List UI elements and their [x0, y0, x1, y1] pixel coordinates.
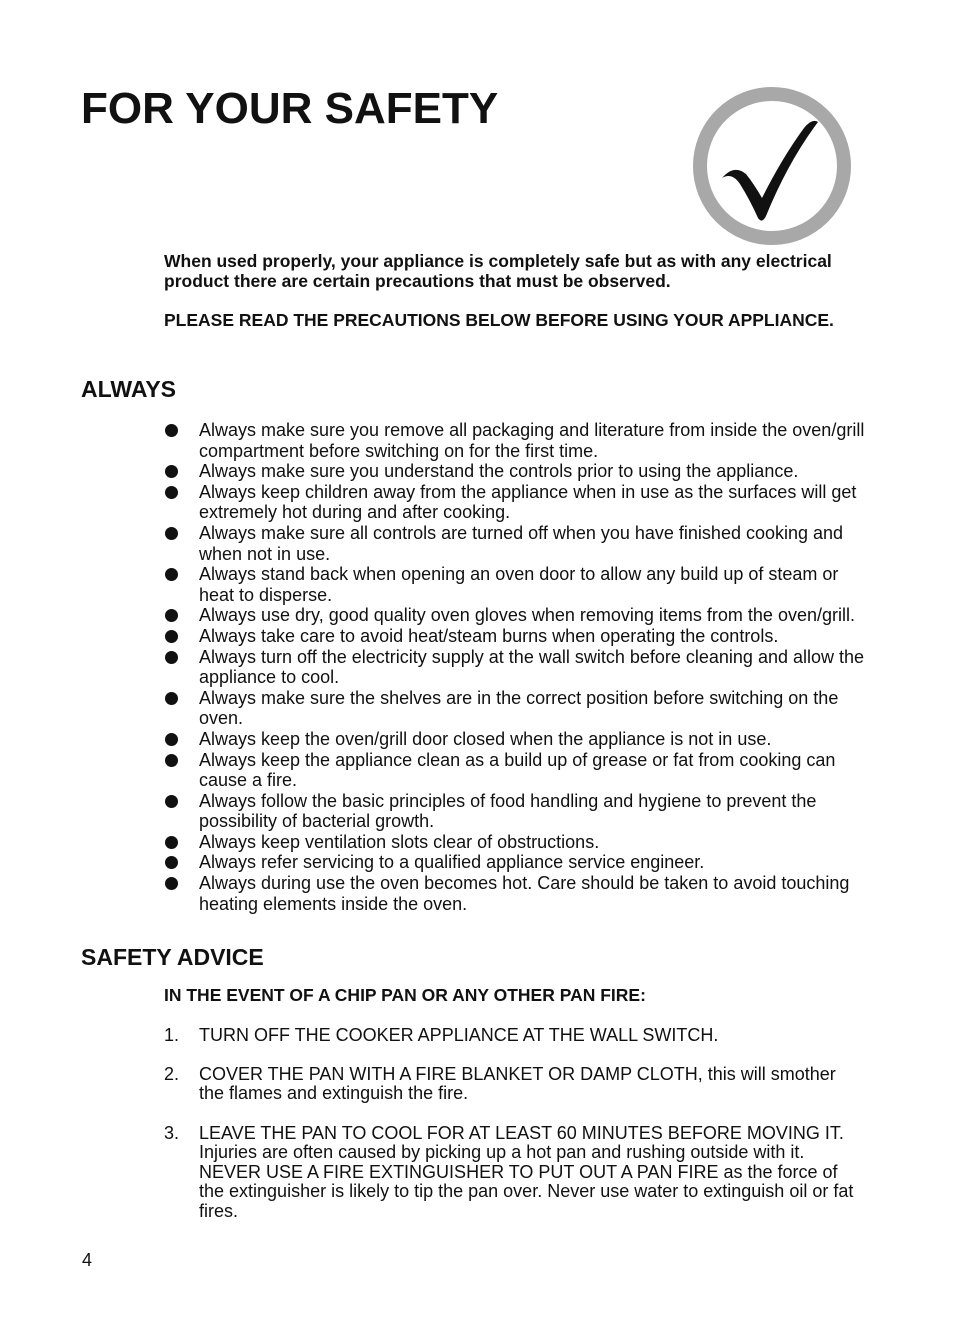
list-item [164, 461, 876, 482]
list-item [164, 688, 876, 729]
list-item-text: Always keep the appliance clean as a build up of grease or fat from cooking can cause a fire. [199, 749, 836, 791]
step-item [164, 1026, 864, 1046]
step-text: TURN OFF THE COOKER APPLIANCE AT THE WALL SWITCH. [199, 1024, 719, 1045]
list-item-text: Always turn off the electricity supply at the wall switch before cleaning and allow the appliance to cool. [199, 646, 865, 688]
list-item [164, 791, 876, 832]
intro-paragraph: When used properly, your appliance is completely safe but as with any electrical product there are certain precautions that must be observed. [164, 251, 832, 291]
checkmark-ring [700, 94, 844, 238]
list-item [164, 482, 876, 523]
list-item-text: Always make sure you remove all packaging and literature from inside the oven/grill compartment before switching on for the first time. [199, 420, 865, 461]
list-item-text: Always take care to avoid heat/steam burns when operating the controls. [199, 625, 779, 646]
step-number: 2. [164, 1063, 180, 1084]
step-warning: NEVER USE A FIRE EXTINGUISHER TO PUT OUT A PAN FIRE as the force of the extinguisher is likely to tip the pan over. Never use water to extinguish oil or fat fires. [199, 1161, 854, 1221]
step-number: 1. [164, 1024, 180, 1045]
list-item-text: Always make sure the shelves are in the correct position before switching on the oven. [199, 687, 839, 729]
list-item-text: Always keep children away from the appliance when in use as the surfaces will get extremely hot during and after cooking. [199, 481, 857, 523]
list-item-text: Always keep the oven/grill door closed when the appliance is not in use. [199, 728, 772, 749]
step-number: 3. [164, 1122, 180, 1143]
bullet-icon [165, 733, 178, 746]
bullet-icon [165, 609, 178, 622]
bullet-icon [165, 692, 178, 705]
bullet-icon [165, 424, 178, 437]
list-item [164, 647, 876, 688]
safety-advice-section [164, 986, 864, 1241]
list-item [164, 852, 876, 873]
list-item [164, 729, 876, 750]
checkmark-mark [722, 121, 818, 221]
checkmark-circle-icon [692, 86, 852, 246]
page-title: FOR YOUR SAFETY [81, 84, 499, 133]
bullet-icon [165, 527, 178, 540]
pan-fire-subheading: IN THE EVENT OF A CHIP PAN OR ANY OTHER PAN FIRE: [164, 985, 646, 1005]
list-item-text: Always make sure all controls are turned off when you have finished cooking and when not in use. [199, 522, 844, 564]
read-precautions-notice: PLEASE READ THE PRECAUTIONS BELOW BEFORE USING YOUR APPLIANCE. [164, 310, 834, 330]
bullet-icon [165, 836, 178, 849]
list-item [164, 832, 876, 853]
step-text: COVER THE PAN WITH A FIRE BLANKET OR DAMP CLOTH, this will smother the flames and extinguish the fire. [199, 1063, 836, 1104]
safety-advice-heading: SAFETY ADVICE [81, 944, 264, 970]
list-item-text: Always follow the basic principles of food handling and hygiene to prevent the possibility of bacterial growth. [199, 790, 817, 832]
bullet-icon [165, 795, 178, 808]
list-item [164, 564, 876, 605]
list-item [164, 750, 876, 791]
list-item-text: Always during use the oven becomes hot. Care should be taken to avoid touching heating elements inside the oven. [199, 873, 850, 914]
bullet-icon [165, 651, 178, 664]
step-item [164, 1065, 864, 1104]
list-item-text: Always refer servicing to a qualified appliance service engineer. [199, 852, 705, 873]
list-item-text: Always use dry, good quality oven gloves when removing items from the oven/grill. [199, 605, 855, 626]
bullet-icon [165, 856, 178, 869]
pan-fire-steps [164, 1026, 864, 1222]
bullet-icon [165, 568, 178, 581]
step-text: LEAVE THE PAN TO COOL FOR AT LEAST 60 MINUTES BEFORE MOVING IT. Injuries are often caused by picking up a hot pan and rushing outside with it. [199, 1122, 844, 1163]
list-item [164, 873, 876, 914]
step-item [164, 1124, 864, 1222]
bullet-icon [165, 465, 178, 478]
bullet-icon [165, 486, 178, 499]
list-item [164, 626, 876, 647]
always-list [164, 420, 876, 914]
list-item-text: Always stand back when opening an oven door to allow any build up of steam or heat to disperse. [199, 564, 839, 605]
list-item-text: Always make sure you understand the controls prior to using the appliance. [199, 461, 799, 482]
list-item [164, 420, 876, 461]
bullet-icon [165, 877, 178, 890]
always-heading: ALWAYS [81, 376, 177, 402]
intro-notice [164, 252, 864, 331]
list-item-text: Always keep ventilation slots clear of obstructions. [199, 831, 600, 852]
bullet-icon [165, 630, 178, 643]
bullet-icon [165, 754, 178, 767]
list-item [164, 605, 876, 626]
list-item [164, 523, 876, 564]
page-number: 4 [82, 1250, 93, 1270]
